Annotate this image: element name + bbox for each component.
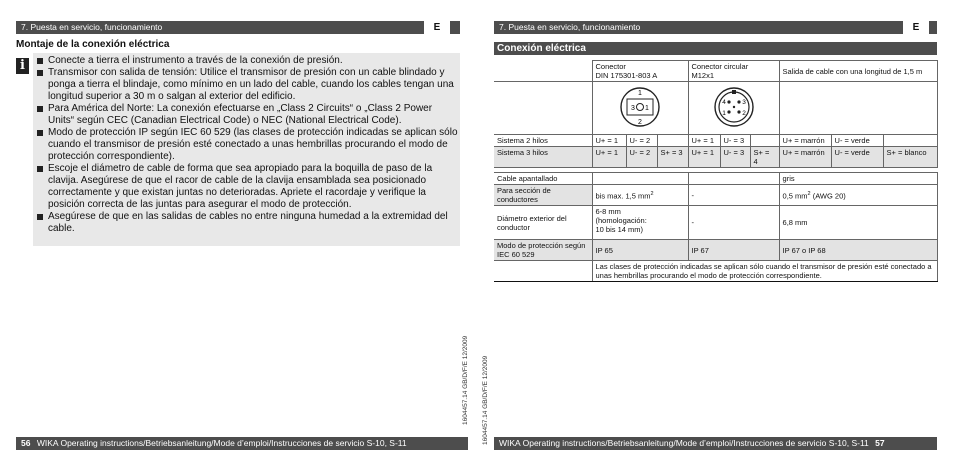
list-item: Escoje el diámetro de cable de forma que sea apropiado para la boquilla de paso de la clavija. Asegúrese de que el racor de cable de la clavija ensamblada sea posicionado correctamente y que existan juntas no deterioradas. Apriete el racordaje y verifique la posición correcta de las juntas para asegurar el modo de protección. xyxy=(36,163,460,211)
table-row: Diámetro exterior del conductor 6-8 mm (homologación: 10 bis 14 mm) - 6,8 mm xyxy=(494,206,937,240)
table-row: Cable apantallado gris xyxy=(494,173,937,185)
m12-pin-2: 2 xyxy=(741,110,746,117)
left-document-code: 1604457.14 GB/D/F/E 12/2009 xyxy=(462,335,469,425)
list-item: Modo de protección IP según IEC 60 529 (las clases de protección indicadas se aplican sólo cuando el transmisor de presión esté conectado a unas hembrillas procurando el modo de protección correspondiente). xyxy=(36,127,460,163)
left-footer-page-number: 56 xyxy=(21,438,31,448)
table-row: Modo de protección según IEC 60 529 IP 65 IP 67 IP 67 o IP 68 xyxy=(494,240,937,261)
right-document-code: 1604457.14 GB/D/F/E 12/2009 xyxy=(482,355,489,445)
list-item: Transmisor con salida de tensión: Utilice el transmisor de presión con un cable blindado y ponga a tierra el blindaje, como mínimo en un lado del cable, cuando los cables tengan una longitud superior a 30 m o salgan al exterior del edificio. xyxy=(36,67,460,103)
col-header-din: Conector DIN 175301-803 A xyxy=(592,61,688,82)
right-header-bar xyxy=(494,21,937,34)
right-footer-bar xyxy=(494,437,937,450)
right-footer-text: WIKA Operating instructions/Betriebsanleitung/Mode d’emploi/Instrucciones de servicio S-10, S-11 xyxy=(499,438,869,448)
right-header-language: E xyxy=(903,21,929,34)
left-page-title: Montaje de la conexión eléctrica xyxy=(16,39,170,50)
left-footer-text: WIKA Operating instructions/Betriebsanleitung/Mode d’emploi/Instrucciones de servicio S-10, S-11 xyxy=(36,438,407,448)
din-connector-cell xyxy=(592,82,688,135)
din-connector-icon xyxy=(616,86,664,128)
left-footer-bar xyxy=(16,437,468,450)
m12-pin-4: 4 xyxy=(721,99,726,106)
list-item: Conecte a tierra el instrumento a través de la conexión de presión. xyxy=(36,55,460,67)
left-header-language: E xyxy=(424,21,450,34)
table-row: Para sección de conductores bis max. 1,5 $mm^2$ - 0,5 $mm^2$ (AWG 20) xyxy=(494,185,937,206)
din-pin-bottom: 2 xyxy=(638,119,642,126)
left-header-section: 7. Puesta en servicio, funcionamiento xyxy=(21,22,163,32)
list-item: Para América del Norte: La conexión efectuarse en „Class 2 Circuits“ o „Class 2 Power Units“ según CEC (Canadian Electrical Code) o NEC (National Electrical Code). xyxy=(36,103,460,127)
col-header-m12: Conector circular M12x1 xyxy=(688,61,779,82)
m12-connector-cell xyxy=(688,82,779,135)
table-row: Las clases de protección indicadas se aplican sólo cuando el transmisor de presión esté conectado a unas hembrillas procurando el modo de protección correspondiente. xyxy=(494,261,937,282)
din-pin-right: 1 xyxy=(645,105,649,112)
right-footer-page-number: 57 xyxy=(875,438,885,448)
table-row: Sistema 3 hilos U+ = 1 U- = 2 S+ = 3 U+ = 1 U- = 3 S+ = 4 U+ = marrón U- = verde S+ = blanco xyxy=(494,147,937,168)
right-header-section: 7. Puesta en servicio, funcionamiento xyxy=(499,22,641,32)
m12-pin-3: 3 xyxy=(741,99,746,106)
list-item: Asegúrese de que en las salidas de cables no entre ninguna humedad a la extremidad del cable. xyxy=(36,211,460,235)
din-pin-top: 1 xyxy=(638,90,642,97)
table-row xyxy=(494,61,937,82)
section-band: Conexión eléctrica xyxy=(494,42,937,55)
din-pin-left: 3 xyxy=(631,105,635,112)
info-icon: i xyxy=(16,58,29,74)
m12-connector-icon xyxy=(710,86,758,128)
instructions-list xyxy=(36,55,460,235)
connection-table xyxy=(494,60,938,282)
left-header-bar xyxy=(16,21,460,34)
col-header-cable: Salida de cable con una longitud de 1,5 m xyxy=(779,61,937,82)
table-row: Sistema 2 hilos U+ = 1 U- = 2 U+ = 1 U- = 3 U+ = marrón U- = verde xyxy=(494,135,937,147)
table-row xyxy=(494,82,937,135)
m12-pin-1: 1 xyxy=(721,110,726,117)
